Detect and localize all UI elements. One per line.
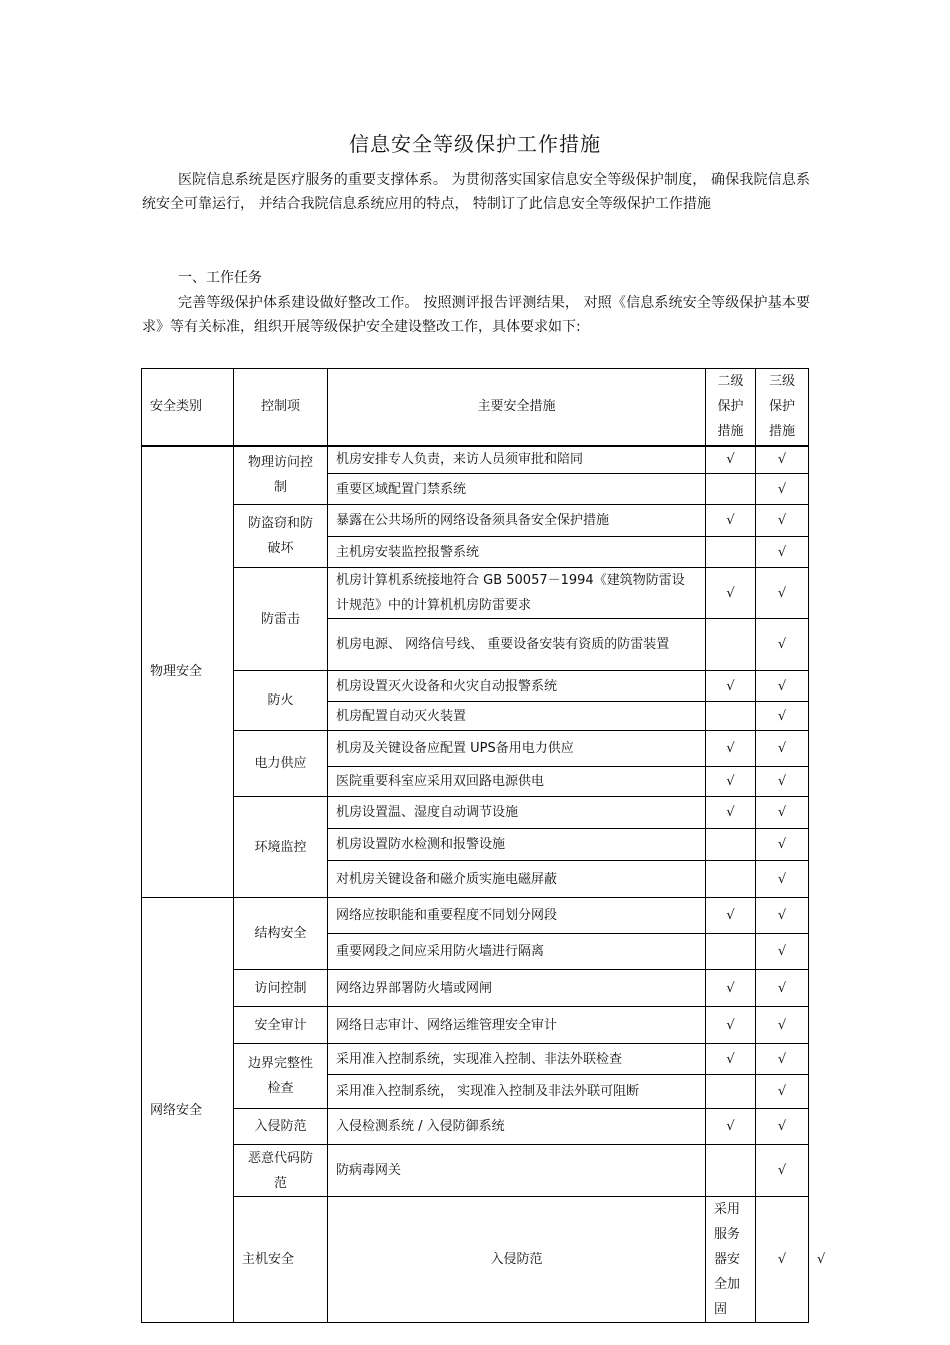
level2-empty xyxy=(706,829,756,861)
measure-cell: 防病毒网关 xyxy=(328,1145,706,1197)
table-row xyxy=(142,505,809,537)
control-cell: 环境监控 xyxy=(234,797,328,898)
measure-cell: 网络边界部署防火墙或网闸 xyxy=(328,970,706,1007)
control-cell: 防盗窃和防破坏 xyxy=(234,505,328,568)
intro-paragraph: 医院信息系统是医疗服务的重要支撑体系。 为贯彻落实国家信息安全等级保护制度， 确保我院信息系统安全可靠运行， 并结合我院信息系统应用的特点， 特制订了此信息安全等级保护工作措施 xyxy=(142,172,810,212)
level2-empty xyxy=(706,619,756,671)
control-cell: 防火 xyxy=(234,671,328,731)
level2-check: √ xyxy=(706,970,756,1007)
measure-cell: 机房及关键设备应配置 UPS备用电力供应 xyxy=(328,731,706,767)
security-measures-table xyxy=(141,368,826,1323)
level2-check: √ xyxy=(756,1197,809,1323)
control-cell: 物理访问控制 xyxy=(234,446,328,505)
level3-check: √ xyxy=(756,797,809,829)
measure-cell: 采用准入控制系统， 实现准入控制及非法外联可阻断 xyxy=(328,1075,706,1109)
measure-cell: 机房安排专人负责，来访人员须审批和陪同 xyxy=(328,446,706,474)
table-row xyxy=(142,1044,809,1075)
table-row xyxy=(142,797,809,829)
level2-check: √ xyxy=(706,797,756,829)
level2-check: √ xyxy=(706,1109,756,1145)
document-title: 信息安全等级保护工作措施 xyxy=(349,132,601,156)
level2-check: √ xyxy=(706,446,756,474)
level3-check: √ xyxy=(756,619,809,671)
category-network: 网络安全 xyxy=(142,898,234,1323)
control-cell: 电力供应 xyxy=(234,731,328,797)
level2-empty xyxy=(706,1145,756,1197)
table-row xyxy=(142,1007,809,1044)
measure-cell: 对机房关键设备和磁介质实施电磁屏蔽 xyxy=(328,861,706,898)
level2-empty xyxy=(706,1075,756,1109)
measure-cell: 采用服务器安全加固 xyxy=(706,1197,756,1323)
level3-check: √ xyxy=(756,898,809,934)
measure-cell: 采用准入控制系统，实现准入控制、非法外联检查 xyxy=(328,1044,706,1075)
header-measure: 主要安全措施 xyxy=(328,369,706,446)
table-row xyxy=(142,568,809,619)
level3-check: √ xyxy=(756,767,809,797)
level2-empty xyxy=(706,861,756,898)
control-cell: 入侵防范 xyxy=(328,1197,706,1323)
control-cell: 防雷击 xyxy=(234,568,328,671)
level3-check: √ xyxy=(756,446,809,474)
table-row xyxy=(142,898,809,934)
measure-cell: 入侵检测系统 / 入侵防御系统 xyxy=(328,1109,706,1145)
control-cell: 恶意代码防范 xyxy=(234,1145,328,1197)
level3-check: √ xyxy=(756,861,809,898)
level3-check: √ xyxy=(756,505,809,537)
table-row xyxy=(142,970,809,1007)
level3-check: √ xyxy=(756,1075,809,1109)
level2-check: √ xyxy=(706,1007,756,1044)
header-category: 安全类别 xyxy=(142,369,234,446)
level3-check: √ xyxy=(756,537,809,568)
level2-check: √ xyxy=(706,671,756,702)
level3-check: √ xyxy=(756,970,809,1007)
table-row xyxy=(142,1145,809,1197)
category-host: 主机安全 xyxy=(234,1197,328,1323)
measure-cell: 机房电源、 网络信号线、 重要设备安装有资质的防雷装置 xyxy=(328,619,706,671)
control-cell: 结构安全 xyxy=(234,898,328,970)
level3-check: √ xyxy=(756,1109,809,1145)
measure-cell: 机房配置自动灭火装置 xyxy=(328,702,706,731)
control-cell: 入侵防范 xyxy=(234,1109,328,1145)
measure-cell: 重要区域配置门禁系统 xyxy=(328,474,706,505)
measure-cell: 主机房安装监控报警系统 xyxy=(328,537,706,568)
measure-cell: 暴露在公共场所的网络设备须具备安全保护措施 xyxy=(328,505,706,537)
measure-cell: 网络日志审计、网络运维管理安全审计 xyxy=(328,1007,706,1044)
measure-cell: 机房设置温、湿度自动调节设施 xyxy=(328,797,706,829)
level2-check: √ xyxy=(706,767,756,797)
table-row xyxy=(142,731,809,767)
level3-check: √ xyxy=(756,1145,809,1197)
level2-empty xyxy=(706,474,756,505)
level3-check: √ xyxy=(756,702,809,731)
level2-check: √ xyxy=(706,568,756,619)
level2-check: √ xyxy=(706,505,756,537)
measure-cell: 机房计算机系统接地符合 GB 50057－1994《建筑物防雷设计规范》中的计算机机房防雷要求 xyxy=(328,568,706,619)
control-cell: 访问控制 xyxy=(234,970,328,1007)
level2-check: √ xyxy=(706,898,756,934)
table-row xyxy=(142,446,809,474)
level3-check: √ xyxy=(756,1007,809,1044)
control-cell: 边界完整性检查 xyxy=(234,1044,328,1109)
level2-empty xyxy=(706,537,756,568)
measure-cell: 机房设置防水检测和报警设施 xyxy=(328,829,706,861)
level3-check: √ xyxy=(756,671,809,702)
level2-empty xyxy=(706,702,756,731)
level3-check: √ xyxy=(756,1044,809,1075)
table-row: 主机安全 入侵防范 采用服务器安全加固 √ √ xyxy=(142,1197,809,1323)
level3-check: √ xyxy=(756,568,809,619)
measure-cell: 网络应按职能和重要程度不同划分网段 xyxy=(328,898,706,934)
header-control: 控制项 xyxy=(234,369,328,446)
level3-check: √ xyxy=(756,731,809,767)
table-row xyxy=(142,671,809,702)
level2-check: √ xyxy=(706,731,756,767)
section-body: 完善等级保护体系建设做好整改工作。 按照测评报告评测结果， 对照《信息系统安全等级保护基本要求》等有关标准，组织开展等级保护安全建设整改工作，具体要求如下: xyxy=(142,295,810,335)
table-header-row xyxy=(142,369,809,446)
measure-cell: 重要网段之间应采用防火墙进行隔离 xyxy=(328,934,706,970)
header-level2: 二级 保护 措施 xyxy=(706,369,756,446)
header-level3: 三级 保护 措施 xyxy=(756,369,809,446)
control-cell: 安全审计 xyxy=(234,1007,328,1044)
measure-cell: 机房设置灭火设备和火灾自动报警系统 xyxy=(328,671,706,702)
level3-check: √ xyxy=(756,934,809,970)
section-heading: 一、工作任务 xyxy=(178,270,262,286)
measure-cell: 医院重要科室应采用双回路电源供电 xyxy=(328,767,706,797)
level2-check: √ xyxy=(706,1044,756,1075)
level2-empty xyxy=(706,934,756,970)
category-physical: 物理安全 xyxy=(142,446,234,898)
table-row xyxy=(142,1109,809,1145)
level3-check: √ xyxy=(756,474,809,505)
level3-check: √ xyxy=(756,829,809,861)
